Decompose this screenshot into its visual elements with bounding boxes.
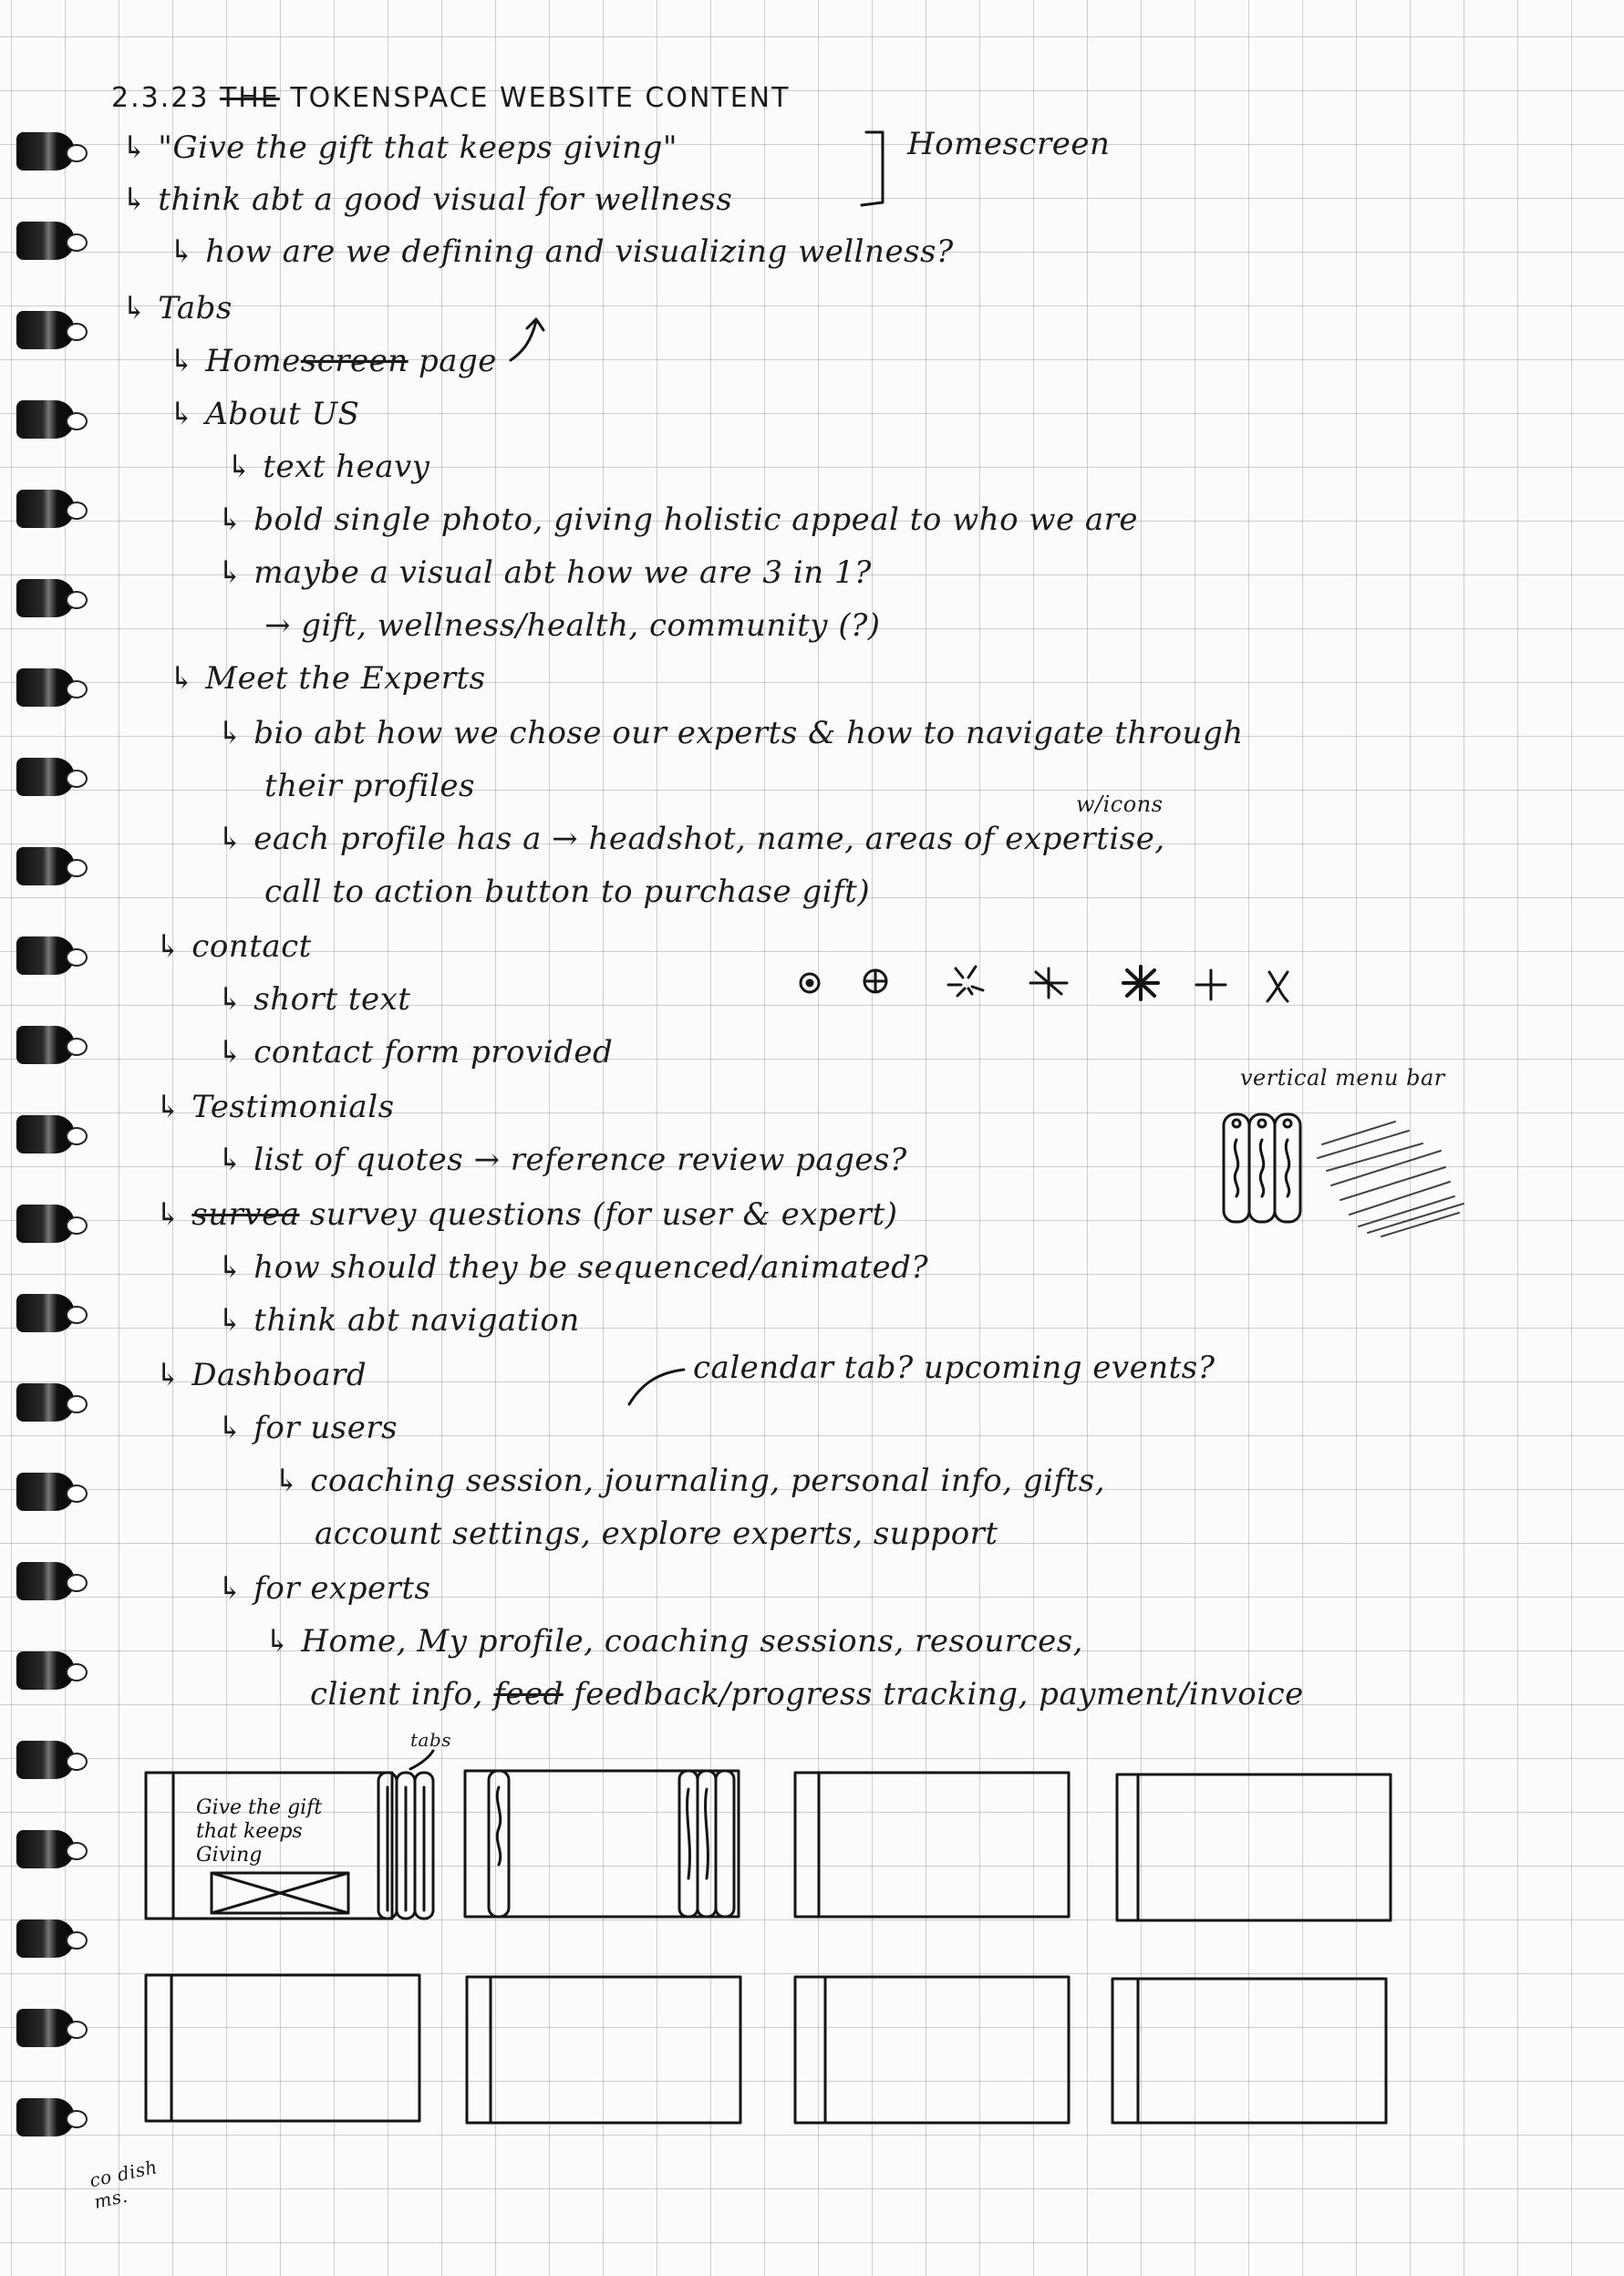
shading-scribble xyxy=(1318,1122,1464,1236)
wireframe-headline: Give the gift that keeps Giving xyxy=(196,1796,323,1867)
note-line: ↳ Dashboard xyxy=(155,1357,367,1393)
note-line: ↳ text heavy xyxy=(226,449,430,485)
struck-word: screen xyxy=(300,343,409,379)
wireframe-7 xyxy=(795,1977,1069,2123)
note-line: ↳ coaching session, journaling, personal info, gifts, xyxy=(274,1463,1106,1499)
note-line: ↳ "Give the gift that keeps giving" xyxy=(121,129,678,166)
annotation: calendar tab? upcoming events? xyxy=(693,1350,1215,1386)
wireframe-6 xyxy=(467,1977,740,2123)
vertical-menu-bar-sketch xyxy=(1224,1114,1300,1222)
tabs-pointer xyxy=(410,1751,433,1769)
note-text: client info, xyxy=(310,1676,483,1712)
wireframe-2 xyxy=(465,1771,739,1917)
sparkle-icon xyxy=(948,967,983,996)
note-text: survey questions (for user & expert) xyxy=(309,1196,898,1233)
note-text: page xyxy=(418,343,497,379)
note-line: ↳ how should they be sequenced/animated? xyxy=(217,1249,929,1286)
note-line: ↳ Testimonials xyxy=(155,1089,395,1125)
note-line: ↳ for users xyxy=(217,1410,398,1446)
homescreen-bracket xyxy=(862,132,883,205)
note-line: ↳ Meet the Experts xyxy=(169,660,486,697)
note-line: call to action button to purchase gift) xyxy=(264,874,871,910)
wireframe-8 xyxy=(1112,1979,1386,2123)
note-line: ↳ each profile has a → headshot, name, areas of expertise, xyxy=(217,821,1165,857)
note-text: ↳ Home xyxy=(169,343,301,379)
tabs-label: tabs xyxy=(410,1729,452,1751)
note-line: account settings, explore experts, support xyxy=(315,1516,998,1552)
note-line: ↳ think abt navigation xyxy=(217,1302,580,1339)
note-line: their profiles xyxy=(264,768,476,804)
note-line: ↳ contact xyxy=(155,928,312,965)
note-line: ↳ contact form provided xyxy=(217,1034,614,1071)
note-line: ↳ list of quotes → reference review pages? xyxy=(217,1142,907,1178)
note-line: ↳ Tabs xyxy=(121,290,233,326)
plus-icon xyxy=(1196,970,1226,999)
note-line: ↳ bold single photo, giving holistic appeal to who we are xyxy=(217,502,1139,538)
icon-doodles xyxy=(801,967,1288,1001)
note-line: ↳ maybe a visual abt how we are 3 in 1? xyxy=(217,554,872,591)
struck-word: THE xyxy=(219,82,280,114)
note-date: 2.3.23 xyxy=(111,82,210,114)
note-line: ↳ how are we defining and visualizing wellness? xyxy=(169,233,954,270)
note-line: → gift, wellness/health, community (?) xyxy=(264,607,881,644)
note-line: ↳ bio abt how we chose our experts & how to navigate through xyxy=(217,715,1244,751)
wireframe-3 xyxy=(795,1773,1069,1917)
wireframe-1 xyxy=(146,1751,433,1919)
note-text: feedback/progress tracking, payment/invoice xyxy=(574,1676,1304,1712)
struck-word: survea xyxy=(191,1196,300,1233)
corner-note: co dish ms. xyxy=(87,2156,160,2213)
vertical-menu-bar-label: vertical menu bar xyxy=(1240,1065,1445,1091)
note-line: ↳ for experts xyxy=(217,1570,431,1607)
calendar-pointer xyxy=(629,1370,684,1404)
wireframe-5 xyxy=(146,1975,419,2121)
wireframe-4 xyxy=(1117,1774,1391,1920)
note-title: TOKENSPACE WEBSITE CONTENT xyxy=(290,82,791,114)
note-line: ↳ think abt a good visual for wellness xyxy=(121,181,733,218)
annotation: w/icons xyxy=(1076,791,1164,817)
asterisk-icon xyxy=(1030,968,1067,998)
homescreen-label: Homescreen xyxy=(907,126,1111,162)
note-line: ↳ short text xyxy=(217,981,411,1018)
x-icon xyxy=(1267,972,1288,1001)
struck-word: feed xyxy=(493,1676,564,1712)
note-text: ↳ xyxy=(155,1196,192,1233)
note-line: ↳ Home, My profile, coaching sessions, resources, xyxy=(264,1623,1083,1660)
note-line: ↳ About US xyxy=(169,396,360,432)
up-arrow xyxy=(511,321,536,360)
star-asterisk-icon xyxy=(1123,967,1158,999)
